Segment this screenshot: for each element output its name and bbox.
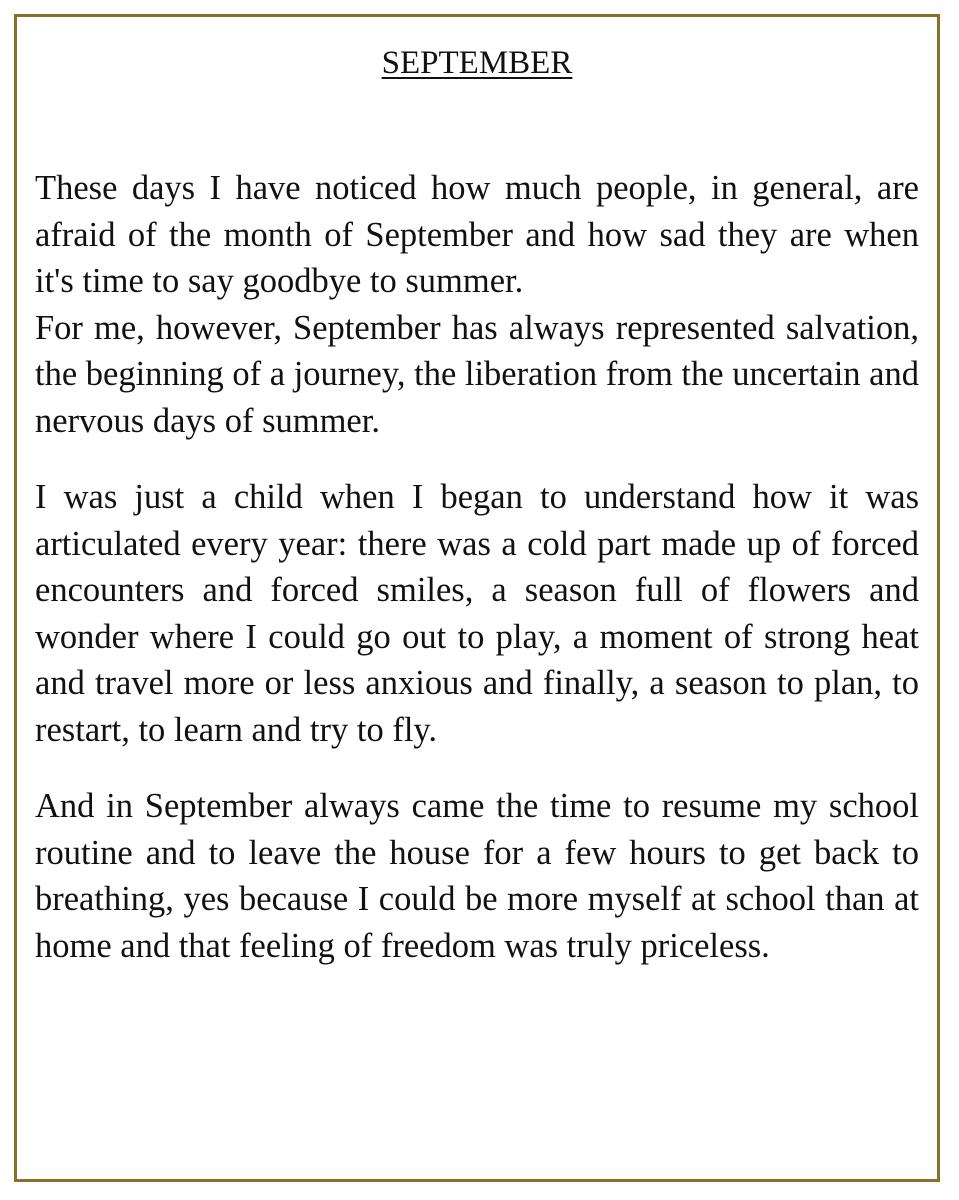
document-body xyxy=(35,165,919,969)
paragraph-4: And in September always came the time to resume my school routine and to leave the house for a few hours to get back to breathing, yes because I could be more myself at school than at home and that feeling of freedom was truly priceless. xyxy=(35,787,919,965)
document-title: SEPTEMBER xyxy=(381,45,573,81)
paragraph-gap xyxy=(35,444,919,474)
paragraph-3: I was just a child when I began to understand how it was articulated every year: there was a cold part made up of forced encounters and forced smiles, a season full of flowers and wonder where I could go out to play, a moment of strong heat and travel more or less anxious and finally, a season to plan, to restart, to learn and try to fly. xyxy=(35,478,919,749)
paragraph-gap xyxy=(35,753,919,783)
paragraph-2: For me, however, September has always represented salvation, the beginning of a journey, the liberation from the uncertain and nervous days of summer. xyxy=(35,308,919,440)
paragraph-1: These days I have noticed how much people, in general, are afraid of the month of September and how sad they are when it's time to say goodbye to summer. xyxy=(35,169,919,300)
document-frame xyxy=(14,14,940,1182)
